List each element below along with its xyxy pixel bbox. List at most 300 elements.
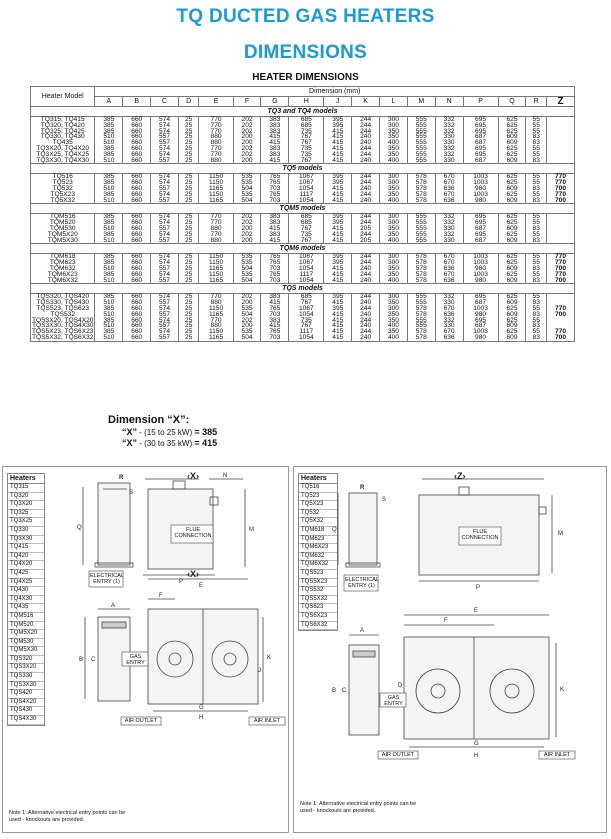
column-header-r: R bbox=[526, 97, 547, 107]
dimension-cell: 574 bbox=[151, 129, 179, 135]
dimension-cell: 578 bbox=[407, 174, 435, 180]
heater-list-item: TQ325 bbox=[8, 510, 44, 519]
dimension-cell: 244 bbox=[352, 152, 380, 158]
dimension-cell: 660 bbox=[123, 146, 151, 152]
left-note: Note 1: Alternative electrical entry points can be used - knockouts are provided. bbox=[9, 810, 126, 823]
dimension-cell: 695 bbox=[463, 294, 498, 300]
dimension-cell: 535 bbox=[233, 272, 261, 278]
dimension-cell: 770 bbox=[199, 117, 233, 123]
dimension-cell: 1150 bbox=[199, 192, 233, 198]
heater-list-item: TQ3X30 bbox=[8, 536, 44, 545]
model-cell: TQM5X30 bbox=[31, 238, 95, 244]
heater-list-item: TQM623 bbox=[299, 536, 337, 545]
dimension-cell: 350 bbox=[380, 266, 408, 272]
dimension-cell: 383 bbox=[261, 117, 289, 123]
dimension-cell: 685 bbox=[289, 294, 324, 300]
dimension-cell: 200 bbox=[233, 323, 261, 329]
dimension-cell: 660 bbox=[123, 306, 151, 312]
dimension-cell: 765 bbox=[261, 254, 289, 260]
dimension-cell: 25 bbox=[178, 214, 199, 220]
dimension-cell: 400 bbox=[380, 323, 408, 329]
dimension-cell: 1054 bbox=[289, 186, 324, 192]
dimension-cell: 415 bbox=[324, 129, 352, 135]
dimension-cell: 385 bbox=[95, 146, 123, 152]
dimension-cell: 350 bbox=[380, 226, 408, 232]
dimension-cell: 670 bbox=[435, 174, 463, 180]
dimension-cell: 504 bbox=[233, 198, 261, 204]
dimension-cell: 330 bbox=[435, 140, 463, 146]
dimension-cell: 535 bbox=[233, 254, 261, 260]
dimension-cell: 660 bbox=[123, 318, 151, 324]
heater-list-item: TQM5X30 bbox=[8, 647, 44, 656]
dimension-cell: 703 bbox=[261, 335, 289, 341]
dimension-cell: 1150 bbox=[199, 174, 233, 180]
dimension-cell: 660 bbox=[123, 192, 151, 198]
dimension-cell: 1003 bbox=[463, 329, 498, 335]
svg-text:‹Z›: ‹Z› bbox=[454, 471, 466, 481]
heater-list-item: TQM6X23 bbox=[299, 544, 337, 553]
dimension-cell: 660 bbox=[123, 226, 151, 232]
heater-list-item: TQM5X20 bbox=[8, 630, 44, 639]
model-cell: TQM530 bbox=[31, 226, 95, 232]
dimension-cell: 415 bbox=[261, 134, 289, 140]
dimension-cell: 202 bbox=[233, 152, 261, 158]
dimension-cell: 510 bbox=[95, 134, 123, 140]
dimension-cell: 625 bbox=[498, 272, 526, 278]
heater-list-item: TQ516 bbox=[299, 484, 337, 493]
dimension-cell: 660 bbox=[123, 238, 151, 244]
dimension-cell: 636 bbox=[435, 278, 463, 284]
dimension-cell: 1003 bbox=[463, 192, 498, 198]
dimension-cell: 385 bbox=[95, 220, 123, 226]
right-air-inlet-label: AIR INLET bbox=[543, 752, 571, 758]
dimension-cell: 300 bbox=[380, 123, 408, 129]
dimension-cell: 636 bbox=[435, 198, 463, 204]
dimension-cell: 300 bbox=[380, 214, 408, 220]
dimension-cell: 504 bbox=[233, 278, 261, 284]
dimension-cell: 300 bbox=[380, 260, 408, 266]
dimension-cell: 25 bbox=[178, 254, 199, 260]
dimension-cell: 880 bbox=[199, 226, 233, 232]
dimension-cell: 244 bbox=[352, 180, 380, 186]
dimension-cell: 670 bbox=[435, 180, 463, 186]
dimension-cell: 557 bbox=[151, 238, 179, 244]
dimension-cell: 555 bbox=[407, 134, 435, 140]
dimension-cell: 695 bbox=[463, 220, 498, 226]
dimension-cell: 300 bbox=[380, 220, 408, 226]
model-cell: TQS5X32, TQS6X32 bbox=[32, 333, 94, 341]
dimension-cell: 55 bbox=[526, 146, 547, 152]
dimension-cell: 385 bbox=[95, 329, 123, 335]
dimension-cell: 385 bbox=[95, 260, 123, 266]
dimension-cell: 557 bbox=[151, 198, 179, 204]
dimension-cell: 202 bbox=[233, 123, 261, 129]
heater-list-item: TQM6X32 bbox=[299, 561, 337, 570]
dimension-cell: 670 bbox=[435, 260, 463, 266]
dimension-cell: 765 bbox=[261, 272, 289, 278]
dimension-cell: 25 bbox=[178, 198, 199, 204]
dimension-cell: 980 bbox=[463, 198, 498, 204]
dimension-cell: 244 bbox=[352, 232, 380, 238]
dimension-cell: 625 bbox=[498, 254, 526, 260]
dimension-cell: 415 bbox=[261, 140, 289, 146]
dimension-cell: 765 bbox=[261, 192, 289, 198]
dimension-cell: 700 bbox=[546, 335, 574, 341]
dimension-cell: 574 bbox=[151, 272, 179, 278]
heater-list-item: TQS320 bbox=[8, 656, 44, 665]
model-cell: TQ325, TQ425 bbox=[31, 129, 95, 135]
dimension-cell: 510 bbox=[95, 140, 123, 146]
dimension-cell: 332 bbox=[435, 232, 463, 238]
dimension-cell: 574 bbox=[151, 318, 179, 324]
dimension-cell: 880 bbox=[199, 158, 233, 164]
dimension-cell: 770 bbox=[199, 318, 233, 324]
dimension-cell: 770 bbox=[546, 192, 574, 198]
dimension-cell: 687 bbox=[463, 238, 498, 244]
dimension-cell: 55 bbox=[526, 117, 547, 123]
column-header-h: H bbox=[289, 97, 324, 107]
dimension-cell: 636 bbox=[435, 312, 463, 318]
svg-text:P: P bbox=[179, 579, 184, 585]
dimension-cell: 350 bbox=[380, 272, 408, 278]
left-air-outlet-label: AIR OUTLET bbox=[124, 718, 158, 724]
dimension-cell: 83 bbox=[526, 300, 547, 306]
dimension-cell: 25 bbox=[178, 123, 199, 129]
column-header-e: E bbox=[199, 97, 233, 107]
dimension-cell: 609 bbox=[498, 323, 526, 329]
dimension-cell: 557 bbox=[151, 158, 179, 164]
dimension-cell: 25 bbox=[178, 300, 199, 306]
dimension-cell: 670 bbox=[435, 192, 463, 198]
dimension-cell: 415 bbox=[324, 272, 352, 278]
dimension-cell: 83 bbox=[526, 198, 547, 204]
dimension-cell: 240 bbox=[352, 323, 380, 329]
dimension-cell: 244 bbox=[352, 254, 380, 260]
dimension-cell: 383 bbox=[261, 129, 289, 135]
dimension-cell: 350 bbox=[380, 129, 408, 135]
model-cell: TQ330, TQ430 bbox=[31, 134, 95, 140]
dimension-cell: 574 bbox=[151, 214, 179, 220]
model-cell: TQS3X30, TQS4X30 bbox=[32, 322, 94, 330]
large-heater-drawings bbox=[294, 467, 606, 832]
column-header-n: N bbox=[435, 97, 463, 107]
dimension-cell: 350 bbox=[380, 192, 408, 198]
dimension-cell: 557 bbox=[151, 312, 179, 318]
svg-text:H: H bbox=[199, 715, 204, 721]
svg-text:R: R bbox=[360, 485, 365, 491]
dimension-cell: 625 bbox=[498, 214, 526, 220]
model-cell: TQ3X25, TQ4X25 bbox=[31, 152, 95, 158]
heater-list-item: TQ415 bbox=[8, 544, 44, 553]
dimension-cell: 83 bbox=[526, 278, 547, 284]
dimension-cell: 415 bbox=[261, 300, 289, 306]
dimension-cell: 687 bbox=[463, 140, 498, 146]
dimension-cell: 765 bbox=[261, 174, 289, 180]
dimension-cell: 383 bbox=[261, 220, 289, 226]
dimension-cell: 660 bbox=[123, 123, 151, 129]
dimension-cell: 660 bbox=[123, 294, 151, 300]
dimension-cell: 767 bbox=[289, 238, 324, 244]
dimension-cell: 202 bbox=[233, 146, 261, 152]
dimension-cell: 578 bbox=[407, 312, 435, 318]
dimension-cell: 578 bbox=[407, 260, 435, 266]
dimension-cell: 1165 bbox=[199, 312, 233, 318]
dimension-cell: 385 bbox=[95, 174, 123, 180]
dimension-cell: 574 bbox=[151, 117, 179, 123]
heater-list-item: TQS6X23 bbox=[299, 613, 337, 622]
right-electrical-label: ELECTRICAL ENTRY (1) bbox=[345, 577, 379, 589]
dimension-cell: 350 bbox=[380, 186, 408, 192]
dimension-cell: 1117 bbox=[289, 272, 324, 278]
dimension-cell: 609 bbox=[498, 300, 526, 306]
dimension-cell: 330 bbox=[435, 238, 463, 244]
dimension-cell: 880 bbox=[199, 140, 233, 146]
column-header-b: B bbox=[123, 97, 151, 107]
dimension-cell: 767 bbox=[289, 323, 324, 329]
left-electrical-label: ELECTRICAL ENTRY (1) bbox=[90, 573, 124, 585]
dimension-cell: 625 bbox=[498, 129, 526, 135]
dimension-cell: 25 bbox=[178, 226, 199, 232]
dimension-cell: 385 bbox=[95, 232, 123, 238]
dimension-cell: 395 bbox=[324, 254, 352, 260]
dimension-cell: 240 bbox=[352, 158, 380, 164]
dimension-cell: 1150 bbox=[199, 306, 233, 312]
dimension-cell: 350 bbox=[380, 300, 408, 306]
dimension-cell: 510 bbox=[95, 186, 123, 192]
model-cell: TQ532 bbox=[31, 186, 95, 192]
dimension-cell: 415 bbox=[324, 335, 352, 341]
dimension-cell: 765 bbox=[261, 306, 289, 312]
heater-list-item: TQM520 bbox=[8, 622, 44, 631]
dimension-cell: 735 bbox=[289, 318, 324, 324]
heater-list-item: TQS420 bbox=[8, 690, 44, 699]
dimension-cell: 660 bbox=[123, 329, 151, 335]
dimension-cell: 415 bbox=[324, 232, 352, 238]
dimension-cell: 244 bbox=[352, 294, 380, 300]
model-cell: TQ315, TQ415 bbox=[31, 117, 95, 123]
dimension-cell: 609 bbox=[498, 134, 526, 140]
dimension-cell: 767 bbox=[289, 226, 324, 232]
column-header-l: L bbox=[380, 97, 408, 107]
heater-list-item: TQS532 bbox=[299, 587, 337, 596]
dimension-cell: 350 bbox=[380, 312, 408, 318]
dimension-cell: 415 bbox=[324, 329, 352, 335]
dimension-cell: 244 bbox=[352, 174, 380, 180]
svg-text:M: M bbox=[558, 531, 563, 537]
dimension-cell: 415 bbox=[324, 146, 352, 152]
dimension-cell: 244 bbox=[352, 129, 380, 135]
dimension-cell: 660 bbox=[123, 232, 151, 238]
page-title-line2: DIMENSIONS bbox=[243, 42, 368, 63]
dimension-cell: 609 bbox=[498, 226, 526, 232]
small-heater-drawing-panel bbox=[2, 466, 289, 833]
dimension-cell: 332 bbox=[435, 214, 463, 220]
dimension-cell: 574 bbox=[151, 294, 179, 300]
svg-text:F: F bbox=[159, 593, 163, 599]
dimension-cell: 574 bbox=[151, 306, 179, 312]
dimension-cell: 25 bbox=[178, 174, 199, 180]
dimension-cell: 240 bbox=[352, 278, 380, 284]
dimension-cell: 55 bbox=[526, 318, 547, 324]
dimension-cell: 25 bbox=[178, 329, 199, 335]
model-cell: TQM618 bbox=[31, 254, 95, 260]
dimension-cell: 535 bbox=[233, 260, 261, 266]
dimension-cell: 55 bbox=[526, 192, 547, 198]
dimension-cell: 504 bbox=[233, 266, 261, 272]
group-title: TQ3 and TQ4 models bbox=[31, 107, 575, 117]
svg-text:G: G bbox=[199, 705, 204, 711]
dimension-cell: 555 bbox=[407, 152, 435, 158]
heater-list-item: TQ420 bbox=[8, 553, 44, 562]
dimension-cell: 670 bbox=[435, 306, 463, 312]
model-cell: TQ3X20, TQ4X20 bbox=[31, 146, 95, 152]
dimension-cell: 55 bbox=[526, 260, 547, 266]
dimension-cell: 25 bbox=[178, 220, 199, 226]
dimension-cell: 1054 bbox=[289, 335, 324, 341]
dimension-cell: 83 bbox=[526, 140, 547, 146]
dimension-cell: 240 bbox=[352, 140, 380, 146]
dimension-cell: 574 bbox=[151, 232, 179, 238]
heater-list-item: TQS430 bbox=[8, 707, 44, 716]
dimension-cell: 504 bbox=[233, 186, 261, 192]
dimension-cell: 770 bbox=[546, 272, 574, 278]
heater-list-item: TQ430 bbox=[8, 587, 44, 596]
model-cell: TQS3X20, TQS4X20 bbox=[32, 316, 94, 324]
dimension-cell: 1003 bbox=[463, 254, 498, 260]
dimension-cell: 574 bbox=[151, 192, 179, 198]
dimension-cell: 510 bbox=[95, 312, 123, 318]
dimension-cell: 25 bbox=[178, 306, 199, 312]
large-heater-drawing-panel bbox=[293, 466, 607, 833]
dimension-cell: 609 bbox=[498, 266, 526, 272]
svg-text:F: F bbox=[444, 618, 448, 624]
dimension-cell: 510 bbox=[95, 323, 123, 329]
dimension-cell: 385 bbox=[95, 117, 123, 123]
dimension-cell: 555 bbox=[407, 323, 435, 329]
dimension-cell: 695 bbox=[463, 318, 498, 324]
group-title: TQM5 models bbox=[31, 204, 575, 214]
dimension-cell: 395 bbox=[324, 117, 352, 123]
dimension-cell: 578 bbox=[407, 198, 435, 204]
dimension-cell: 385 bbox=[95, 123, 123, 129]
dimension-cell: 55 bbox=[526, 180, 547, 186]
dimension-cell: 395 bbox=[324, 180, 352, 186]
dimension-cell: 300 bbox=[380, 306, 408, 312]
dimension-cell: 383 bbox=[261, 318, 289, 324]
svg-text:E: E bbox=[199, 583, 204, 589]
dimension-cell: 1067 bbox=[289, 306, 324, 312]
dimension-cell: 383 bbox=[261, 152, 289, 158]
dimension-cell: 244 bbox=[352, 260, 380, 266]
dimension-cell: 55 bbox=[526, 220, 547, 226]
svg-text:K: K bbox=[267, 655, 272, 661]
dimension-cell: 25 bbox=[178, 134, 199, 140]
heater-list-item: TQ5X23 bbox=[299, 501, 337, 510]
dimension-cell: 703 bbox=[261, 266, 289, 272]
dimension-cell: 200 bbox=[233, 300, 261, 306]
dimension-cell: 83 bbox=[526, 186, 547, 192]
dimension-cell: 735 bbox=[289, 152, 324, 158]
dimension-cell: 609 bbox=[498, 278, 526, 284]
model-cell: TQM516 bbox=[31, 214, 95, 220]
group-title: TQS models bbox=[31, 284, 575, 294]
dimension-cell: 574 bbox=[151, 174, 179, 180]
dimension-cell: 767 bbox=[289, 140, 324, 146]
right-gas-label: GAS ENTRY bbox=[384, 695, 403, 707]
dimension-cell: 574 bbox=[151, 180, 179, 186]
dimension-cell: 685 bbox=[289, 117, 324, 123]
heater-list-item: TQ435 bbox=[8, 604, 44, 613]
dimension-cell: 765 bbox=[261, 180, 289, 186]
dimension-cell: 880 bbox=[199, 323, 233, 329]
dimension-cell: 415 bbox=[324, 266, 352, 272]
dimension-cell: 578 bbox=[407, 272, 435, 278]
dimension-cell: 240 bbox=[352, 134, 380, 140]
model-cell: TQS320, TQS420 bbox=[31, 294, 95, 300]
svg-text:‹X›: ‹X› bbox=[187, 569, 199, 579]
dimension-cell: 415 bbox=[324, 152, 352, 158]
dimension-cell: 770 bbox=[546, 329, 574, 335]
dimension-cell: 244 bbox=[352, 146, 380, 152]
dimension-cell: 660 bbox=[123, 186, 151, 192]
dimension-cell: 685 bbox=[289, 123, 324, 129]
model-cell: TQ3X30, TQ4X30 bbox=[31, 158, 95, 164]
heater-list-item: TQ4X20 bbox=[8, 561, 44, 570]
dimension-cell: 765 bbox=[261, 329, 289, 335]
dimension-cell: 332 bbox=[435, 117, 463, 123]
dimension-cell: 636 bbox=[435, 335, 463, 341]
dimension-cell: 332 bbox=[435, 152, 463, 158]
dimension-cell: 625 bbox=[498, 318, 526, 324]
group-title: TQ5 models bbox=[31, 164, 575, 174]
dimension-cell: 695 bbox=[463, 129, 498, 135]
heater-list-item: TQ330 bbox=[8, 527, 44, 536]
dimension-cell: 578 bbox=[407, 180, 435, 186]
dimension-cell: 385 bbox=[95, 294, 123, 300]
dimension-cell: 400 bbox=[380, 238, 408, 244]
dimension-cell: 202 bbox=[233, 117, 261, 123]
dimension-cell: 578 bbox=[407, 306, 435, 312]
dimension-header: Dimension (mm) bbox=[95, 87, 575, 97]
column-header-a: A bbox=[95, 97, 123, 107]
dimension-cell: 695 bbox=[463, 123, 498, 129]
dimension-cell: 1117 bbox=[289, 192, 324, 198]
dimension-cell: 770 bbox=[199, 232, 233, 238]
dimension-cell: 1067 bbox=[289, 174, 324, 180]
dimension-cell: 1054 bbox=[289, 198, 324, 204]
dimension-cell: 385 bbox=[95, 129, 123, 135]
dimension-cell: 415 bbox=[324, 186, 352, 192]
table-row bbox=[31, 335, 575, 341]
dimension-cell: 1150 bbox=[199, 254, 233, 260]
dimension-cell: 395 bbox=[324, 174, 352, 180]
dimension-cell: 980 bbox=[463, 335, 498, 341]
dimension-cell: 770 bbox=[199, 220, 233, 226]
dimension-cell: 535 bbox=[233, 192, 261, 198]
dimension-cell: 625 bbox=[498, 152, 526, 158]
model-cell: TQ523 bbox=[31, 180, 95, 186]
svg-text:B: B bbox=[332, 688, 337, 694]
dimension-cell: 415 bbox=[324, 226, 352, 232]
dimension-cell: 980 bbox=[463, 186, 498, 192]
dimension-cell: 55 bbox=[526, 232, 547, 238]
dimension-cell: 660 bbox=[123, 260, 151, 266]
dimension-cell: 510 bbox=[95, 226, 123, 232]
dimension-cell: 330 bbox=[435, 226, 463, 232]
dimension-cell: 350 bbox=[380, 329, 408, 335]
group-title: TQM6 models bbox=[31, 244, 575, 254]
dimension-cell: 385 bbox=[95, 192, 123, 198]
